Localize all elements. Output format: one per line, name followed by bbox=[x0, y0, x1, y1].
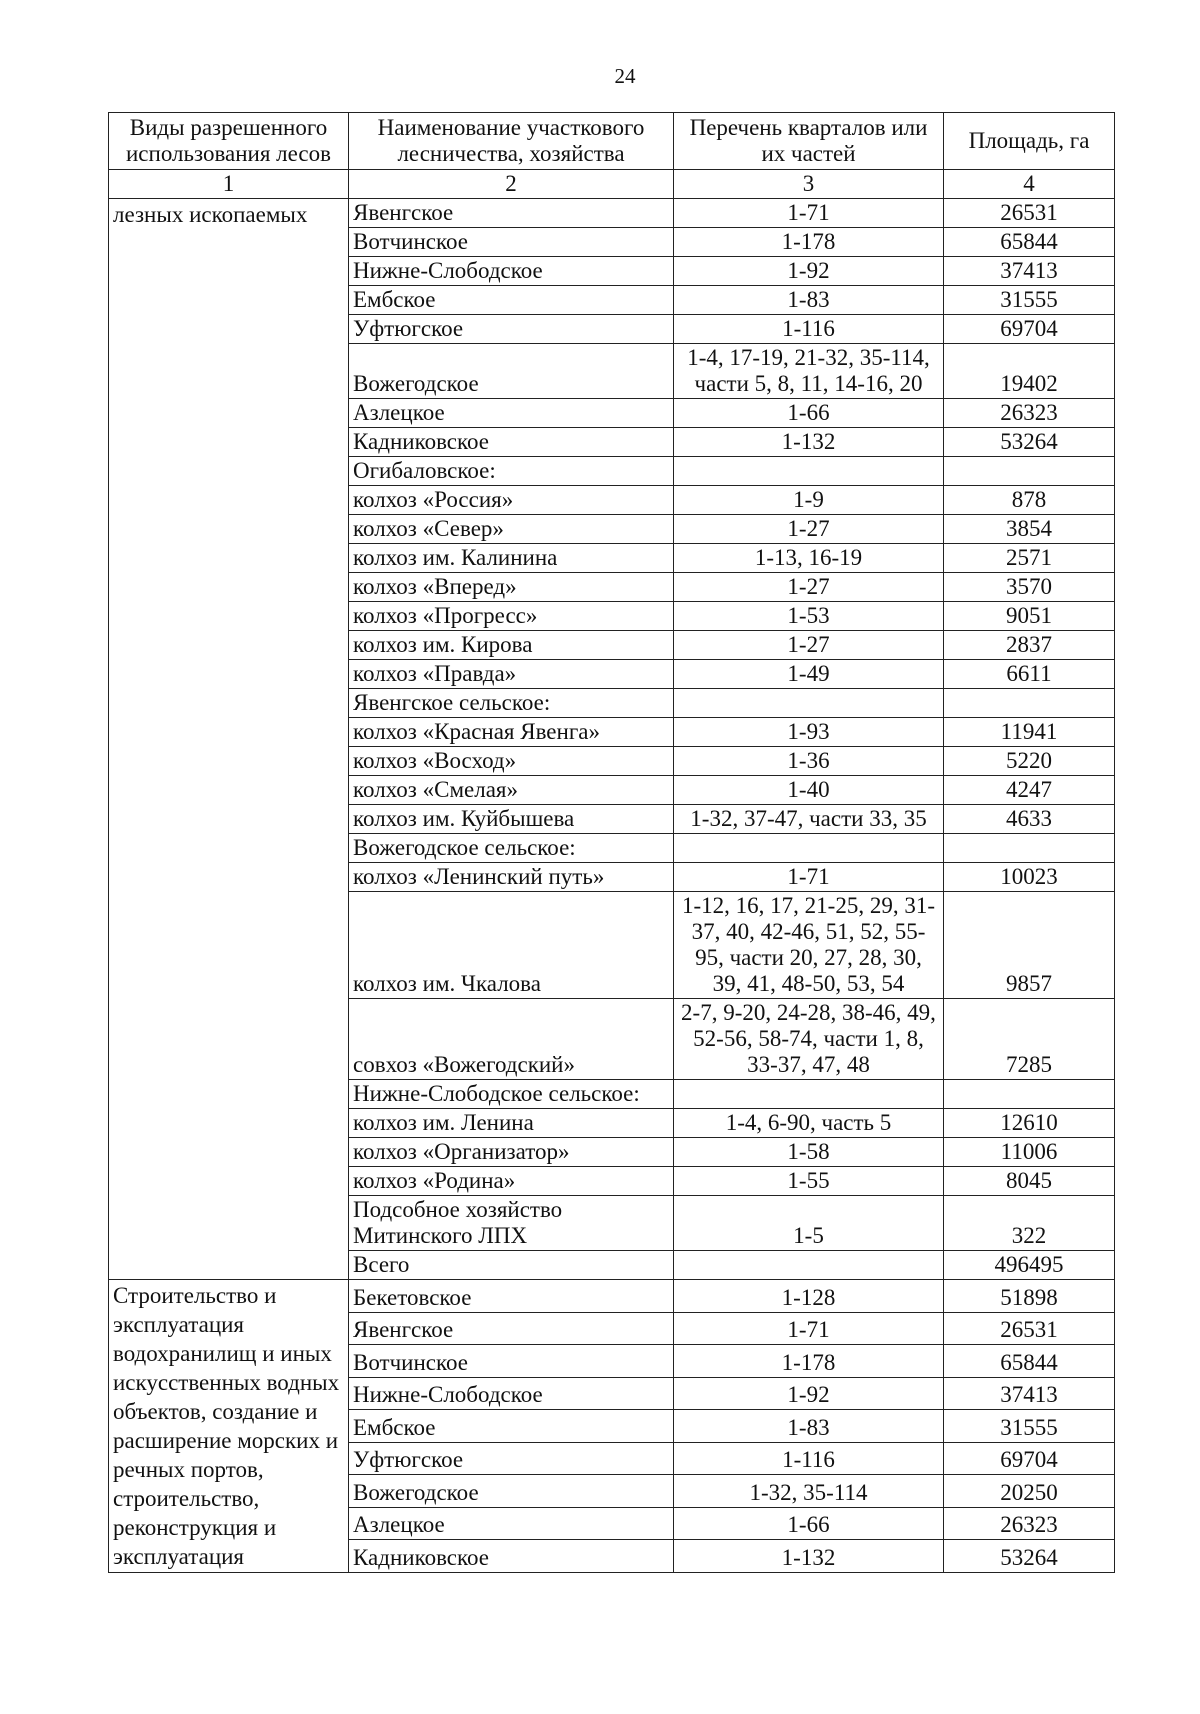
quarters-cell: 1-71 bbox=[674, 863, 944, 892]
use-kind-cell: Строительство и эксплуатация водохранилищ и иных искусственных водных объектов, создание и расширение морских и речных портов, строительство, реконструкция и эксплуатация bbox=[109, 1280, 349, 1573]
area-cell: 11006 bbox=[944, 1138, 1115, 1167]
forestry-name-cell: Ембское bbox=[349, 1410, 674, 1443]
quarters-cell bbox=[674, 834, 944, 863]
area-cell bbox=[944, 1080, 1115, 1109]
area-cell: 31555 bbox=[944, 286, 1115, 315]
forestry-name-cell: колхоз им. Чкалова bbox=[349, 892, 674, 999]
page-number: 24 bbox=[614, 64, 636, 88]
forestry-name-cell: совхоз «Вожегодский» bbox=[349, 999, 674, 1080]
area-cell: 8045 bbox=[944, 1167, 1115, 1196]
quarters-cell: 1-66 bbox=[674, 399, 944, 428]
area-cell: 20250 bbox=[944, 1475, 1115, 1508]
area-cell: 10023 bbox=[944, 863, 1115, 892]
quarters-cell: 1-71 bbox=[674, 199, 944, 228]
area-cell: 26531 bbox=[944, 1312, 1115, 1345]
area-cell: 51898 bbox=[944, 1280, 1115, 1313]
header-area: Площадь, га bbox=[944, 113, 1115, 170]
quarters-cell: 1-128 bbox=[674, 1280, 944, 1313]
area-cell: 19402 bbox=[944, 344, 1115, 399]
area-cell: 53264 bbox=[944, 428, 1115, 457]
quarters-cell: 1-116 bbox=[674, 1442, 944, 1475]
area-cell: 26531 bbox=[944, 199, 1115, 228]
quarters-cell: 1-178 bbox=[674, 228, 944, 257]
forestry-name-cell: колхоз «Родина» bbox=[349, 1167, 674, 1196]
forestry-name-cell: Кадниковское bbox=[349, 1540, 674, 1573]
forestry-name-cell: колхоз «Организатор» bbox=[349, 1138, 674, 1167]
area-cell: 53264 bbox=[944, 1540, 1115, 1573]
forestry-name-cell: Бекетовское bbox=[349, 1280, 674, 1313]
area-cell: 4633 bbox=[944, 805, 1115, 834]
table-body bbox=[109, 199, 1115, 1573]
quarters-cell: 1-27 bbox=[674, 631, 944, 660]
quarters-cell: 1-4, 6-90, часть 5 bbox=[674, 1109, 944, 1138]
quarters-cell: 1-53 bbox=[674, 602, 944, 631]
quarters-cell bbox=[674, 1251, 944, 1280]
area-cell: 31555 bbox=[944, 1410, 1115, 1443]
forestry-name-cell: колхоз «Смелая» bbox=[349, 776, 674, 805]
quarters-cell: 1-36 bbox=[674, 747, 944, 776]
area-cell: 9051 bbox=[944, 602, 1115, 631]
forestry-name-cell: колхоз им. Куйбышева bbox=[349, 805, 674, 834]
quarters-cell: 1-27 bbox=[674, 515, 944, 544]
forestry-name-cell: Вожегодское bbox=[349, 1475, 674, 1508]
forestry-name-cell: Явенгское bbox=[349, 1312, 674, 1345]
column-number: 4 bbox=[944, 170, 1115, 199]
quarters-cell: 1-32, 35-114 bbox=[674, 1475, 944, 1508]
area-cell: 9857 bbox=[944, 892, 1115, 999]
forestry-name-cell: колхоз им. Ленина bbox=[349, 1109, 674, 1138]
quarters-cell: 1-4, 17-19, 21-32, 35-114, части 5, 8, 11, 14-16, 20 bbox=[674, 344, 944, 399]
table-header-row bbox=[109, 113, 1115, 170]
forestry-name-cell: колхоз им. Калинина bbox=[349, 544, 674, 573]
forestry-name-cell: Нижне-Слободское сельское: bbox=[349, 1080, 674, 1109]
forestry-name-cell: Огибаловское: bbox=[349, 457, 674, 486]
area-cell: 37413 bbox=[944, 257, 1115, 286]
area-cell: 5220 bbox=[944, 747, 1115, 776]
quarters-cell: 1-5 bbox=[674, 1196, 944, 1251]
forestry-name-cell: колхоз им. Кирова bbox=[349, 631, 674, 660]
area-cell bbox=[944, 834, 1115, 863]
area-cell: 322 bbox=[944, 1196, 1115, 1251]
forestry-name-cell: Нижне-Слободское bbox=[349, 257, 674, 286]
quarters-cell bbox=[674, 689, 944, 718]
area-cell: 3854 bbox=[944, 515, 1115, 544]
forestry-name-cell: Подсобное хозяйство Митинского ЛПХ bbox=[349, 1196, 674, 1251]
quarters-cell: 1-9 bbox=[674, 486, 944, 515]
area-cell: 12610 bbox=[944, 1109, 1115, 1138]
forestry-name-cell: колхоз «Красная Явенга» bbox=[349, 718, 674, 747]
quarters-cell bbox=[674, 457, 944, 486]
forestry-name-cell: Явенгское bbox=[349, 199, 674, 228]
area-cell: 3570 bbox=[944, 573, 1115, 602]
forestry-name-cell: Вожегодское bbox=[349, 344, 674, 399]
column-number: 1 bbox=[109, 170, 349, 199]
quarters-cell: 1-40 bbox=[674, 776, 944, 805]
area-cell: 37413 bbox=[944, 1377, 1115, 1410]
forestry-name-cell: Вотчинское bbox=[349, 1345, 674, 1378]
header-forestry-name: Наименование участкового лесничества, хозяйства bbox=[349, 113, 674, 170]
forestry-name-cell: Вотчинское bbox=[349, 228, 674, 257]
area-cell: 65844 bbox=[944, 1345, 1115, 1378]
area-cell: 26323 bbox=[944, 399, 1115, 428]
quarters-cell: 1-13, 16-19 bbox=[674, 544, 944, 573]
quarters-cell: 1-58 bbox=[674, 1138, 944, 1167]
quarters-cell: 1-178 bbox=[674, 1345, 944, 1378]
quarters-cell: 1-132 bbox=[674, 428, 944, 457]
quarters-cell: 1-49 bbox=[674, 660, 944, 689]
forestry-name-cell: колхоз «Россия» bbox=[349, 486, 674, 515]
quarters-cell: 1-92 bbox=[674, 257, 944, 286]
quarters-cell: 1-83 bbox=[674, 286, 944, 315]
header-use-kind: Виды разрешенного использования лесов bbox=[109, 113, 349, 170]
forestry-name-cell: Всего bbox=[349, 1251, 674, 1280]
area-cell: 6611 bbox=[944, 660, 1115, 689]
forest-use-table bbox=[108, 112, 1115, 1573]
forestry-name-cell: Азлецкое bbox=[349, 399, 674, 428]
quarters-cell: 1-93 bbox=[674, 718, 944, 747]
quarters-cell: 1-27 bbox=[674, 573, 944, 602]
area-cell: 878 bbox=[944, 486, 1115, 515]
quarters-cell: 1-92 bbox=[674, 1377, 944, 1410]
area-cell: 7285 bbox=[944, 999, 1115, 1080]
area-cell: 11941 bbox=[944, 718, 1115, 747]
forestry-name-cell: Нижне-Слободское bbox=[349, 1377, 674, 1410]
forestry-name-cell: колхоз «Правда» bbox=[349, 660, 674, 689]
forestry-name-cell: Азлецкое bbox=[349, 1507, 674, 1540]
forestry-name-cell: колхоз «Прогресс» bbox=[349, 602, 674, 631]
area-cell: 4247 bbox=[944, 776, 1115, 805]
quarters-cell: 1-32, 37-47, части 33, 35 bbox=[674, 805, 944, 834]
table-row bbox=[109, 1280, 1115, 1313]
area-cell bbox=[944, 689, 1115, 718]
quarters-cell: 2-7, 9-20, 24-28, 38-46, 49, 52-56, 58-74, части 1, 8, 33-37, 47, 48 bbox=[674, 999, 944, 1080]
forestry-name-cell: Ембское bbox=[349, 286, 674, 315]
quarters-cell: 1-132 bbox=[674, 1540, 944, 1573]
column-number: 3 bbox=[674, 170, 944, 199]
forestry-name-cell: колхоз «Вперед» bbox=[349, 573, 674, 602]
forestry-name-cell: Уфтюгское bbox=[349, 1442, 674, 1475]
column-number-row bbox=[109, 170, 1115, 199]
forestry-name-cell: Кадниковское bbox=[349, 428, 674, 457]
quarters-cell: 1-116 bbox=[674, 315, 944, 344]
forestry-name-cell: колхоз «Восход» bbox=[349, 747, 674, 776]
header-quarters: Перечень кварталов или их частей bbox=[674, 113, 944, 170]
forestry-name-cell: колхоз «Север» bbox=[349, 515, 674, 544]
area-cell: 2837 bbox=[944, 631, 1115, 660]
area-cell: 26323 bbox=[944, 1507, 1115, 1540]
quarters-cell: 1-71 bbox=[674, 1312, 944, 1345]
forestry-name-cell: колхоз «Ленинский путь» bbox=[349, 863, 674, 892]
quarters-cell: 1-83 bbox=[674, 1410, 944, 1443]
area-cell: 65844 bbox=[944, 228, 1115, 257]
quarters-cell: 1-66 bbox=[674, 1507, 944, 1540]
area-cell: 69704 bbox=[944, 1442, 1115, 1475]
forestry-name-cell: Уфтюгское bbox=[349, 315, 674, 344]
table-row bbox=[109, 199, 1115, 228]
quarters-cell bbox=[674, 1080, 944, 1109]
area-cell: 496495 bbox=[944, 1251, 1115, 1280]
column-number: 2 bbox=[349, 170, 674, 199]
area-cell bbox=[944, 457, 1115, 486]
area-cell: 2571 bbox=[944, 544, 1115, 573]
forestry-name-cell: Вожегодское сельское: bbox=[349, 834, 674, 863]
forestry-name-cell: Явенгское сельское: bbox=[349, 689, 674, 718]
quarters-cell: 1-55 bbox=[674, 1167, 944, 1196]
quarters-cell: 1-12, 16, 17, 21-25, 29, 31-37, 40, 42-46, 51, 52, 55-95, части 20, 27, 28, 30, 39, 41, 48-50, 53, 54 bbox=[674, 892, 944, 999]
area-cell: 69704 bbox=[944, 315, 1115, 344]
use-kind-cell: лезных ископаемых bbox=[109, 199, 349, 1280]
